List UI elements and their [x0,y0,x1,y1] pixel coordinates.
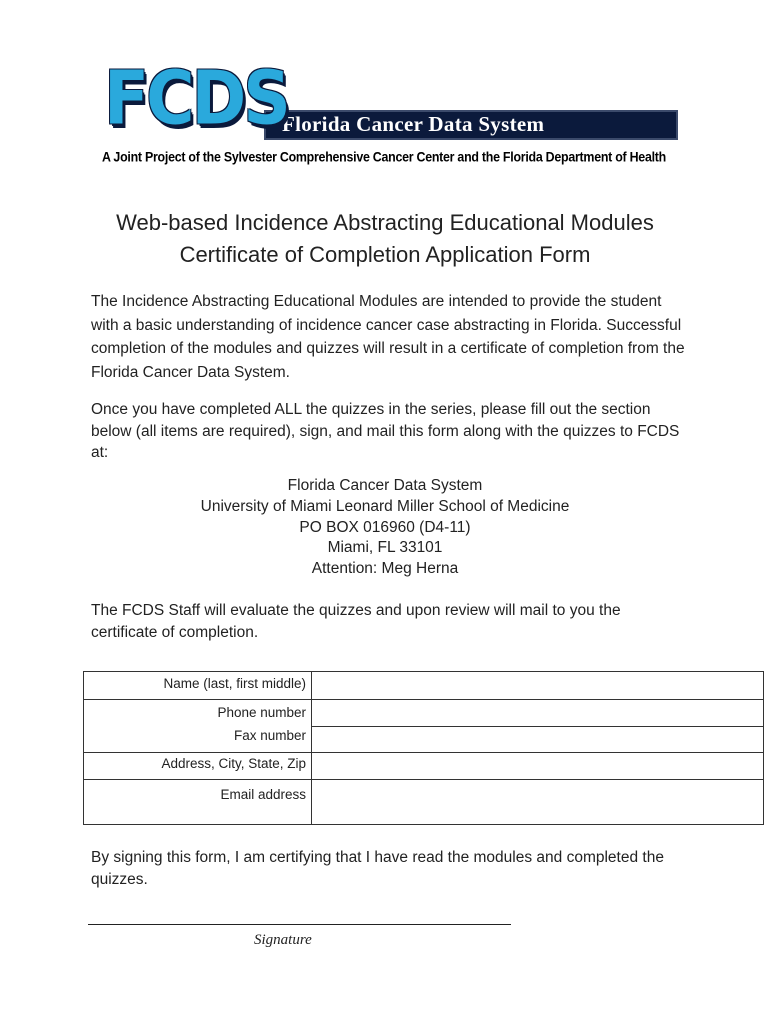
email-field[interactable] [313,780,761,823]
signature-label: Signature [254,932,312,948]
signature-line[interactable] [88,924,511,925]
email-label: Email address [220,787,306,802]
address-line-1: Florida Cancer Data System [287,477,483,494]
intro-paragraph-1: The Incidence Abstracting Educational Modules are intended to provide the student with a basic understanding of incidence cancer case abstracting in Florida. Successful completion of the modules and quizzes will result in a certificate of completion from the Florida Cancer Data System. [91,293,685,381]
page-title [0,207,770,271]
logo-fcds-text: FCDS [104,55,288,142]
title-line-1: Web-based Incidence Abstracting Educational Modules [116,210,654,235]
applicant-form [83,671,764,825]
address-line-5: Attention: Meg Herna [311,560,459,578]
phone-field[interactable] [313,700,761,725]
title-line-2: Certificate of Completion Application Form [179,242,591,267]
tagline: A Joint Project of the Sylvester Comprehensive Cancer Center and the Florida Department of Health [102,149,666,166]
address-line-3: PO BOX 016960 (D4-11) [299,518,471,536]
address-label: Address, City, State, Zip [161,756,306,771]
phone-label: Phone number [217,705,306,720]
intro-paragraph-2: Once you have completed ALL the quizzes in the series, please fill out the section below (all items are required), sign, and mail this form along with the quizzes to FCDS at: [91,401,680,461]
name-label: Name (last, first middle) [163,676,306,691]
fax-label: Fax number [233,728,306,743]
name-field[interactable] [313,673,761,698]
address-line-4: Miami, FL 33101 [327,539,443,557]
certification-statement: By signing this form, I am certifying that I have read the modules and completed the quizzes. [91,849,664,888]
form-column-divider [311,672,312,824]
address-field[interactable] [313,753,761,778]
address-line-2: University of Miami Leonard Miller School of Medicine [200,497,570,515]
mailing-address [0,476,770,580]
fax-field[interactable] [313,727,761,751]
logo-band-text: Florida Cancer Data System [282,112,545,136]
fcds-logo [104,55,678,148]
review-note: The FCDS Staff will evaluate the quizzes and upon review will mail to you the certificate of completion. [91,602,621,641]
